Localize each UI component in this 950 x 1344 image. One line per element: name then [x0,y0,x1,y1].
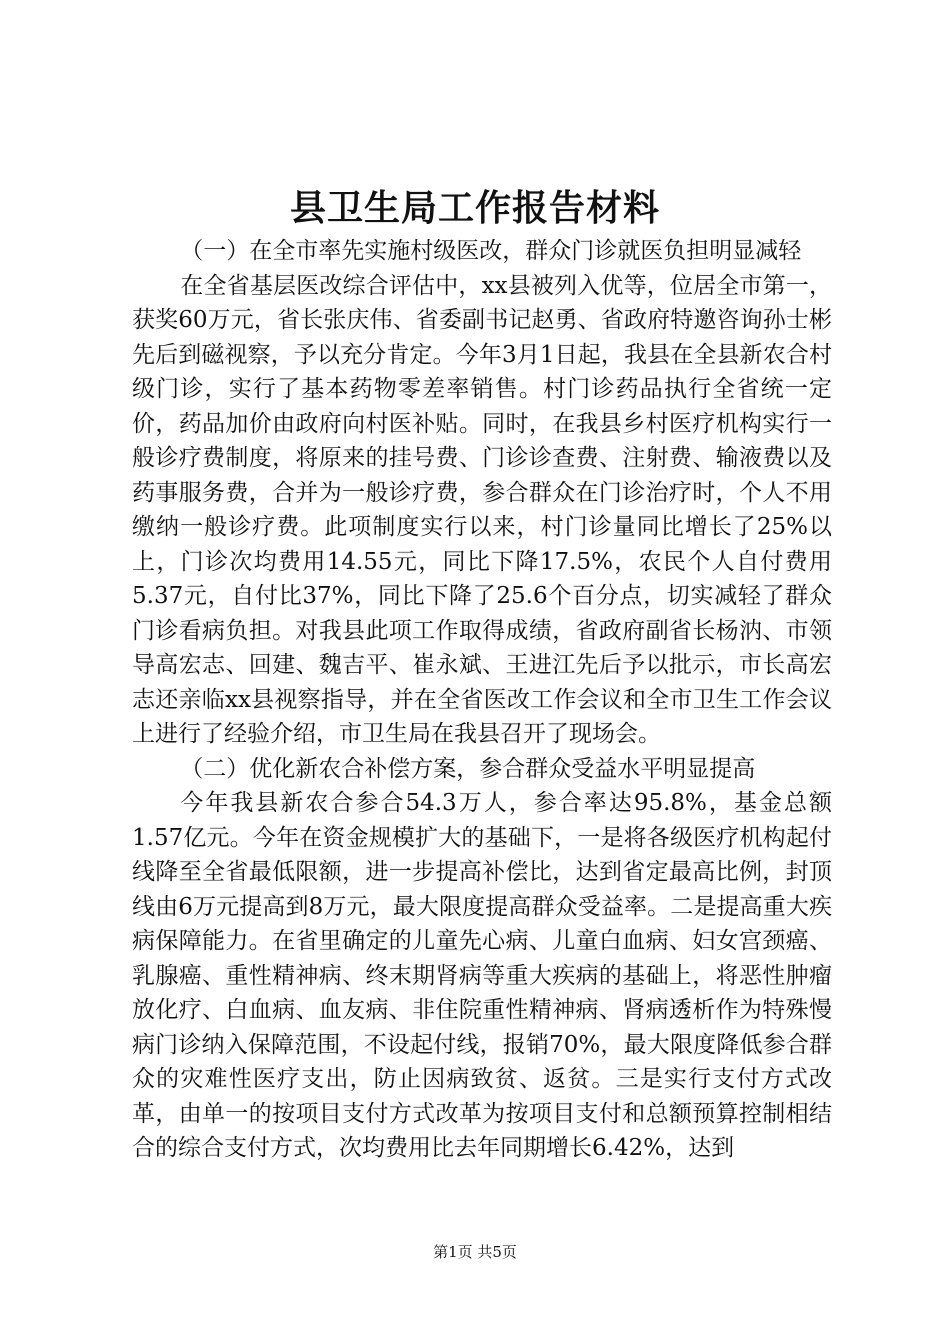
page-footer: 第1页 共5页 [433,1243,517,1261]
document-title: 县卫生局工作报告材料 [289,187,660,229]
section-heading-1: （一）在全市率先实施村级医改，群众门诊就医负担明显减轻 [180,238,802,264]
document-body [132,234,832,1166]
paragraph-1: 在全省基层医改综合评估中，xx县被列入优等，位居全市第一，获奖60万元，省长张庆伟、省委副书记赵勇、省政府特邀咨询孙士彬先后到磁视察，予以充分肯定。今年3月1日起，我县在全县新农合村级门诊，实行了基本药物零差率销售。村门诊药品执行全省统一定价，药品加价由政府向村医补贴。同时，在我县乡村医疗机构实行一般诊疗费制度，将原来的挂号费、门诊诊查费、注射费、输液费以及药事服务费，合并为一般诊疗费，参合群众在门诊治疗时，个人不用缴纳一般诊疗费。此项制度实行以来，村门诊量同比增长了25%以上，门诊次均费用14.55元，同比下降17.5%，农民个人自付费用5.37元，自付比37%，同比下降了25.6个百分点，切实减轻了群众门诊看病负担。对我县此项工作取得成绩，省政府副省长杨汭、市领导高宏志、回建、魏吉平、崔永斌、王进江先后予以批示，市长高宏志还亲临xx县视察指导，并在全省医改工作会议和全市卫生工作会议上进行了经验介绍，市卫生局在我县召开了现场会。 [132,272,832,747]
paragraph-2: 今年我县新农合参合54.3万人，参合率达95.8%，基金总额1.57亿元。今年在资金规模扩大的基础下，一是将各级医疗机构起付线降至全省最低限额，进一步提高补偿比，达到省定最高比例，封顶线由6万元提高到8万元，最大限度提高群众受益率。二是提高重大疾病保障能力。在省里确定的儿童先心病、儿童白血病、妇女宫颈癌、乳腺癌、重性精神病、终末期肾病等重大疾病的基础上，将恶性肿瘤放化疗、白血病、血友病、非住院重性精神病、肾病透析作为特殊慢病门诊纳入保障范围，不设起付线，报销70%，最大限度降低参合群众的灾难性医疗支出，防止因病致贫、返贫。三是实行支付方式改革，由单一的按项目支付方式改革为按项目支付和总额预算控制相结合的综合支付方式，次均费用比去年同期增长6.42%，达到 [132,790,832,1161]
section-heading-2: （二）优化新农合补偿方案，参合群众受益水平明显提高 [180,755,756,782]
